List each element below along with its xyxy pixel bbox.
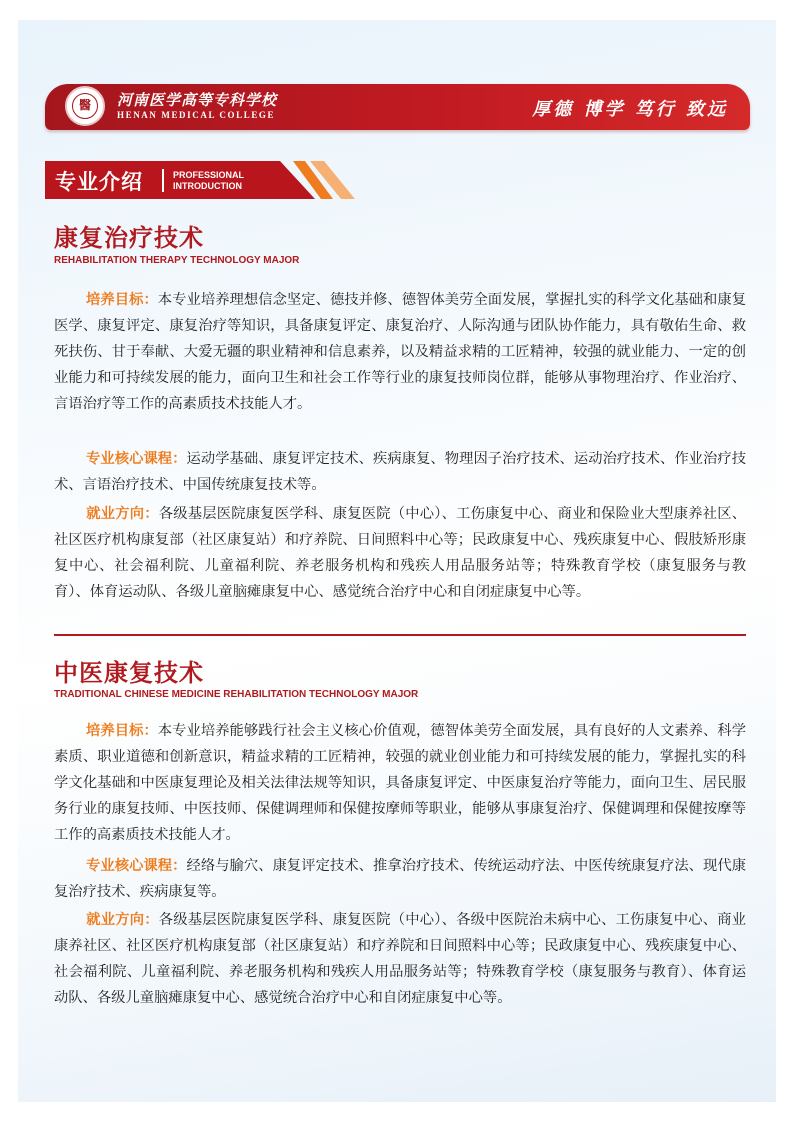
employment-direction (54, 501, 746, 605)
section-divider (54, 634, 746, 636)
training-goal-label: 培养目标： (86, 292, 158, 308)
training-goal (54, 287, 746, 417)
training-goal (54, 718, 746, 848)
section-title-en-line1: PROFESSIONAL (173, 170, 245, 180)
core-courses-text: 经络与腧穴、康复评定技术、推拿治疗技术、传统运动疗法、中医传统康复疗法、现代康复治疗技术、疾病康复等。 (54, 858, 747, 900)
employment-direction-text: 各级基层医院康复医学科、康复医院（中心）、各级中医院治未病中心、工伤康复中心、商业康养社区、社区医疗机构康复部（社区康复站）和疗养院和日间照料中心等；民政康复中心、残疾康复中心、社会福利院、儿童福利院、养老服务机构和残疾人用品服务站等；特殊教育学校（康复服务与教育）、体育运动队、各级儿童脑瘫康复中心、感觉统合治疗中心和自闭症康复中心等。 (54, 912, 746, 1006)
training-goal-label: 培养目标： (86, 723, 158, 739)
core-courses-text: 运动学基础、康复评定技术、疾病康复、物理因子治疗技术、运动治疗技术、作业治疗技术、言语治疗技术、中国传统康复技术等。 (54, 451, 747, 493)
section-title (45, 161, 355, 199)
college-logo (65, 86, 105, 126)
core-courses-label: 专业核心课程： (86, 451, 187, 467)
major-title-cn: 康复治疗技术 (54, 224, 204, 252)
major-title-cn: 中医康复技术 (54, 659, 204, 687)
employment-direction (54, 907, 746, 1011)
college-motto: 厚德 博学 笃行 致远 (532, 99, 728, 120)
section-title-cn: 专业介绍 (55, 170, 143, 194)
seal-icon: 醫 (72, 93, 98, 119)
employment-direction-label: 就业方向： (86, 912, 159, 928)
college-name-cn: 河南医学高等专科学校 (117, 91, 278, 109)
core-courses (54, 853, 746, 905)
employment-direction-label: 就业方向： (86, 506, 159, 522)
core-courses-label: 专业核心课程： (86, 858, 187, 874)
college-name-en: HENAN MEDICAL COLLEGE (117, 110, 276, 120)
section-title-en-line2: INTRODUCTION (173, 181, 242, 191)
major-title-en: REHABILITATION THERAPY TECHNOLOGY MAJOR (54, 255, 300, 266)
major-title-en: TRADITIONAL CHINESE MEDICINE REHABILITATION TECHNOLOGY MAJOR (54, 689, 419, 700)
employment-direction-text: 各级基层医院康复医学科、康复医院（中心）、工伤康复中心、商业和保险业大型康养社区、社区医疗机构康复部（社区康复站）和疗养院、日间照料中心等；民政康复中心、残疾康复中心、假肢矫形康复中心、社会福利院、儿童福利院、养老服务机构和残疾人用品服务站等；特殊教育学校（康复服务与教育）、体育运动队、各级儿童脑瘫康复中心、感觉统合治疗中心和自闭症康复中心等。 (54, 506, 746, 600)
core-courses (54, 446, 746, 498)
section-title-divider (162, 169, 164, 192)
training-goal-text: 本专业培养能够践行社会主义核心价值观，德智体美劳全面发展，具有良好的人文素养、科学素质、职业道德和创新意识，精益求精的工匠精神，较强的就业创业能力和可持续发展的能力，掌握扎实的科学文化基础和中医康复理论及相关法律法规等知识，具备康复评定、中医康复治疗等能力，面向卫生、居民服务行业的康复技师、中医技师、保健调理师和保健按摩师等职业，能够从事康复治疗、保健调理和保健按摩等工作的高素质技术技能人才。 (54, 723, 747, 843)
section-title-en (173, 170, 244, 192)
training-goal-text: 本专业培养理想信念坚定、德技并修、德智体美劳全面发展，掌握扎实的科学文化基础和康复医学、康复评定、康复治疗等知识，具备康复评定、康复治疗、人际沟通与团队协作能力，具有敬佑生命、救死扶伤、甘于奉献、大爱无疆的职业精神和信息素养，以及精益求精的工匠精神，较强的就业能力、一定的创业能力和可持续发展的能力，面向卫生和社会工作等行业的康复技师岗位群，能够从事物理治疗、作业治疗、言语治疗等工作的高素质技术技能人才。 (54, 292, 747, 412)
header-banner (45, 84, 750, 130)
